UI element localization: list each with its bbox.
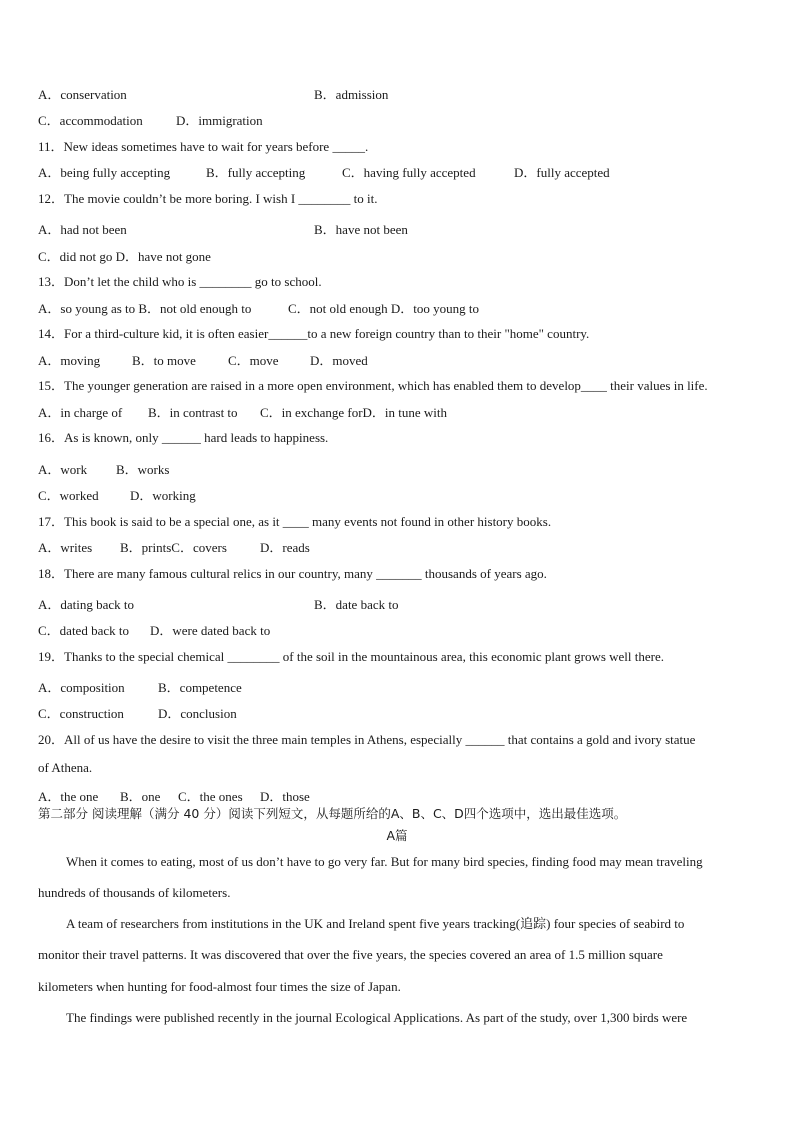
answer-option: A．dating back to — [38, 597, 135, 612]
answer-option: D．reads — [260, 540, 310, 555]
question-stem: 16．As is known, only ______ hard leads to happiness. — [38, 430, 329, 445]
answer-option: D．working — [130, 488, 196, 503]
answer-option: B．competence — [158, 680, 242, 695]
question-stem: 18．There are many famous cultural relics in our country, many _______ thousands of years ago. — [38, 566, 547, 581]
passage-line: hundreds of thousands of kilometers. — [38, 885, 231, 900]
answer-option: B．have not been — [314, 222, 408, 237]
answer-option: C．having fully accepted — [342, 165, 476, 180]
answer-option: A．conservation — [38, 87, 127, 102]
passage-line: A team of researchers from institutions in the UK and Ireland spent five years tracking(追踪) four species of seabird to — [66, 916, 685, 931]
passage-line: kilometers when hunting for food-almost four times the size of Japan. — [38, 979, 401, 994]
question-stem: 12．The movie couldn’t be more boring. I wish I ________ to it. — [38, 191, 378, 206]
answer-option: A．so young as to B．not old enough to — [38, 301, 252, 316]
answer-option: A．had not been — [38, 222, 127, 237]
question-stem: 17．This book is said to be a special one, as it ____ many events not found in other history books. — [38, 514, 552, 529]
answer-option: C．the ones — [178, 789, 243, 804]
answer-option: C．worked — [38, 488, 99, 503]
answer-option: A．work — [38, 462, 88, 477]
answer-option: C．did not go D．have not gone — [38, 249, 211, 264]
passage-line: monitor their travel patterns. It was discovered that over the five years, the species covered an area of 1.5 million square — [38, 947, 663, 962]
answer-option: C．accommodation — [38, 113, 143, 128]
answer-option: B．one — [120, 789, 161, 804]
question-stem: 13．Don’t let the child who is ________ go to school. — [38, 274, 322, 289]
answer-option: B．date back to — [314, 597, 399, 612]
answer-option: C．move — [228, 353, 279, 368]
answer-option: C．not old enough D．too young to — [288, 301, 480, 316]
answer-option: B．fully accepting — [206, 165, 306, 180]
answer-option: A．writes — [38, 540, 93, 555]
answer-option: C．construction — [38, 706, 124, 721]
answer-option: D．those — [260, 789, 310, 804]
answer-option: B．printsC．covers — [120, 540, 227, 555]
question-stem: 15．The younger generation are raised in a more open environment, which has enabled them to develop____ their values in life. — [38, 378, 708, 393]
answer-option: A．being fully accepting — [38, 165, 171, 180]
passage-line: The findings were published recently in the journal Ecological Applications. As part of the study, over 1,300 birds were — [66, 1010, 688, 1025]
answer-option: A．composition — [38, 680, 125, 695]
question-stem: 20．All of us have the desire to visit the three main temples in Athens, especially ______ that contains a gold and ivory statue — [38, 732, 696, 747]
question-stem: 11．New ideas sometimes have to wait for years before _____. — [38, 139, 369, 154]
answer-option: of Athena. — [38, 760, 93, 775]
answer-option: D．immigration — [176, 113, 263, 128]
passage-title: A篇 — [386, 828, 408, 843]
answer-option: B．admission — [314, 87, 389, 102]
answer-option: B．to move — [132, 353, 196, 368]
answer-option: C．dated back to — [38, 623, 129, 638]
answer-option: D．were dated back to — [150, 623, 271, 638]
passage-line: When it comes to eating, most of us don’t have to go very far. But for many bird species, finding food may mean traveling — [66, 854, 703, 869]
answer-option: D．fully accepted — [514, 165, 610, 180]
answer-option: D．conclusion — [158, 706, 237, 721]
answer-option: A．the one — [38, 789, 99, 804]
answer-option: A．in charge of — [38, 405, 123, 420]
answer-option: A．moving — [38, 353, 101, 368]
section-heading: 第二部分 阅读理解（满分 40 分）阅读下列短文，从每题所给的A、B、C、D四个选项中，选出最佳选项。 — [38, 806, 627, 821]
answer-option: D．moved — [310, 353, 368, 368]
answer-option: B．in contrast to — [148, 405, 238, 420]
answer-option: B．works — [116, 462, 170, 477]
question-stem: 14．For a third-culture kid, it is often easier______to a new foreign country than to their "home" country. — [38, 326, 590, 341]
question-stem: 19．Thanks to the special chemical ________ of the soil in the mountainous area, this economic plant grows well there. — [38, 649, 665, 664]
answer-option: C．in exchange forD．in tune with — [260, 405, 448, 420]
